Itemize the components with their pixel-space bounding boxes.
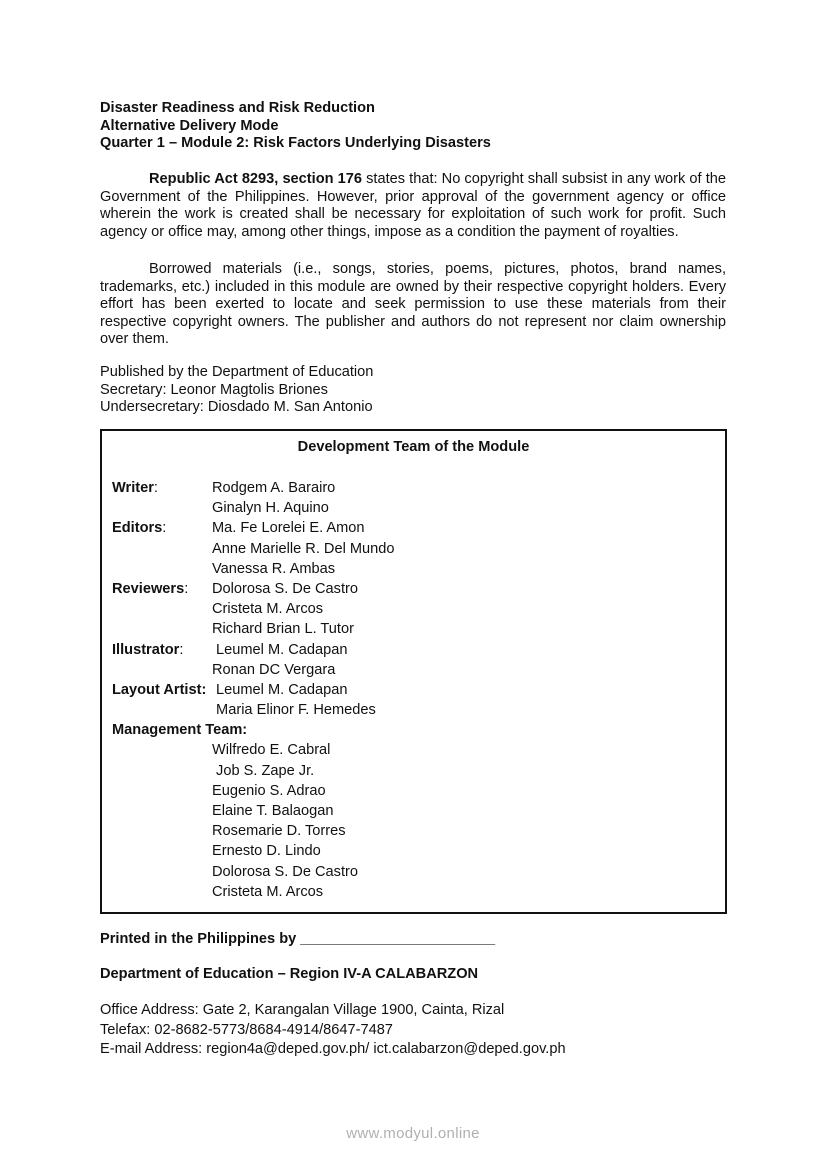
team-title: Development Team of the Module — [297, 439, 530, 455]
watermark: www.modyul.online — [346, 1125, 480, 1142]
team-member-row — [112, 821, 395, 841]
team-member-row — [112, 862, 395, 882]
role-colon: : — [184, 580, 189, 597]
role-name: Editors — [112, 520, 163, 537]
member-name: Ernesto D. Lindo — [212, 843, 321, 860]
publisher-info — [100, 364, 373, 417]
role-label — [112, 700, 212, 720]
law-reference: Republic Act 8293, section 176 — [149, 171, 362, 187]
team-member-row — [112, 579, 395, 599]
team-member-row — [112, 700, 395, 720]
member-name: Ronan DC Vergara — [212, 661, 336, 678]
published-by: Published by the Department of Education — [100, 364, 374, 380]
member-name: Rodgem A. Barairo — [212, 480, 336, 496]
team-member-row — [112, 559, 395, 579]
role-label — [112, 619, 212, 639]
team-member-row — [112, 761, 395, 781]
team-member-row — [112, 841, 395, 861]
role-label — [112, 660, 212, 680]
team-member-row — [112, 478, 395, 498]
member-name: Cristeta M. Arcos — [212, 601, 324, 618]
undersecretary: Undersecretary: Diosdado M. San Antonio — [100, 399, 373, 416]
role-label — [112, 599, 212, 619]
role-name: Management Team: — [112, 722, 248, 739]
team-list — [112, 478, 395, 902]
development-team-box — [100, 429, 727, 914]
role-label — [112, 740, 212, 760]
role-name: Illustrator — [112, 641, 180, 658]
role-label — [112, 559, 212, 579]
role-name: Writer — [112, 480, 154, 496]
secretary: Secretary: Leonor Magtolis Briones — [100, 381, 328, 398]
member-name: Wilfredo E. Cabral — [212, 742, 331, 759]
telefax: Telefax: 02-8682-5773/8684-4914/8647-7487 — [100, 1021, 393, 1038]
role-label — [112, 640, 212, 660]
member-name: Cristeta M. Arcos — [212, 883, 324, 900]
printed-by: Printed in the Philippines by ________________________ — [100, 931, 496, 947]
role-label — [112, 801, 212, 821]
role-label — [112, 761, 212, 781]
team-member-row — [112, 518, 395, 538]
borrowed-materials-paragraph: Borrowed materials (i.e., songs, stories, poems, pictures, photos, brand names, trademarks, etc.) included in this module are owned by their respective copyright holders. Every effort has been exerted to locate and seek permission to use these materials from their respective copyright owners. The publisher and authors do not represent nor claim ownership over them. — [100, 261, 726, 348]
team-member-row — [112, 660, 395, 680]
member-name: Elaine T. Balaogan — [212, 803, 334, 819]
role-label — [112, 862, 212, 882]
member-name: Ma. Fe Lorelei E. Amon — [212, 520, 365, 537]
role-label — [112, 518, 212, 538]
region-title: Department of Education – Region IV-A CALABARZON — [100, 966, 479, 982]
member-name: Anne Marielle R. Del Mundo — [212, 540, 395, 557]
role-label — [112, 579, 212, 599]
role-label — [112, 680, 212, 700]
mode-title: Alternative Delivery Mode — [100, 117, 279, 134]
role-label — [112, 539, 212, 559]
member-name: Maria Elinor F. Hemedes — [212, 702, 376, 719]
role-label — [112, 821, 212, 841]
team-member-row — [112, 720, 395, 740]
team-member-row — [112, 781, 395, 801]
document-header — [100, 100, 491, 153]
email-address: E-mail Address: region4a@deped.gov.ph/ ict.calabarzon@deped.gov.ph — [100, 1041, 566, 1057]
member-name: Dolorosa S. De Castro — [212, 863, 358, 880]
team-member-row — [112, 619, 395, 639]
member-name: Leumel M. Cadapan — [212, 681, 348, 698]
role-colon: : — [153, 480, 158, 496]
contact-info — [100, 1001, 566, 1060]
member-name: Leumel M. Cadapan — [212, 641, 348, 658]
team-member-row — [112, 882, 395, 902]
team-member-row — [112, 680, 395, 700]
member-name: Eugenio S. Adrao — [212, 782, 326, 799]
member-name: Vanessa R. Ambas — [212, 560, 336, 577]
role-colon: : — [162, 520, 167, 537]
member-name: Dolorosa S. De Castro — [212, 580, 358, 597]
team-member-row — [112, 640, 395, 660]
role-name: Layout Artist: — [112, 681, 207, 698]
role-label — [112, 882, 212, 902]
copyright-paragraph — [100, 171, 726, 241]
office-address: Office Address: Gate 2, Karangalan Village 1900, Cainta, Rizal — [100, 1002, 505, 1018]
module-title: Quarter 1 – Module 2: Risk Factors Underlying Disasters — [100, 135, 491, 151]
team-member-row — [112, 740, 395, 760]
team-member-row — [112, 801, 395, 821]
role-label — [112, 498, 212, 518]
role-colon: : — [179, 641, 184, 658]
team-member-row — [112, 498, 395, 518]
role-label — [112, 478, 212, 498]
team-member-row — [112, 539, 395, 559]
member-name: Richard Brian L. Tutor — [212, 621, 354, 638]
role-label — [112, 781, 212, 801]
copyright-text: states that: No copyright shall subsist in any work of the Government of the Philippines. However, prior approval of the government agency or office wherein the work is created shall be necessary for exploitation of such work for profit. Such agency or office may, among other things, impose as a condition the payment of royalties. — [100, 171, 726, 240]
member-name: Job S. Zape Jr. — [212, 762, 315, 779]
role-label — [112, 720, 247, 740]
team-member-row — [112, 599, 395, 619]
role-name: Reviewers — [112, 580, 185, 597]
member-name: Ginalyn H. Aquino — [212, 500, 329, 517]
role-label — [112, 841, 212, 861]
subject-title: Disaster Readiness and Risk Reduction — [100, 100, 375, 116]
member-name: Rosemarie D. Torres — [212, 823, 346, 840]
